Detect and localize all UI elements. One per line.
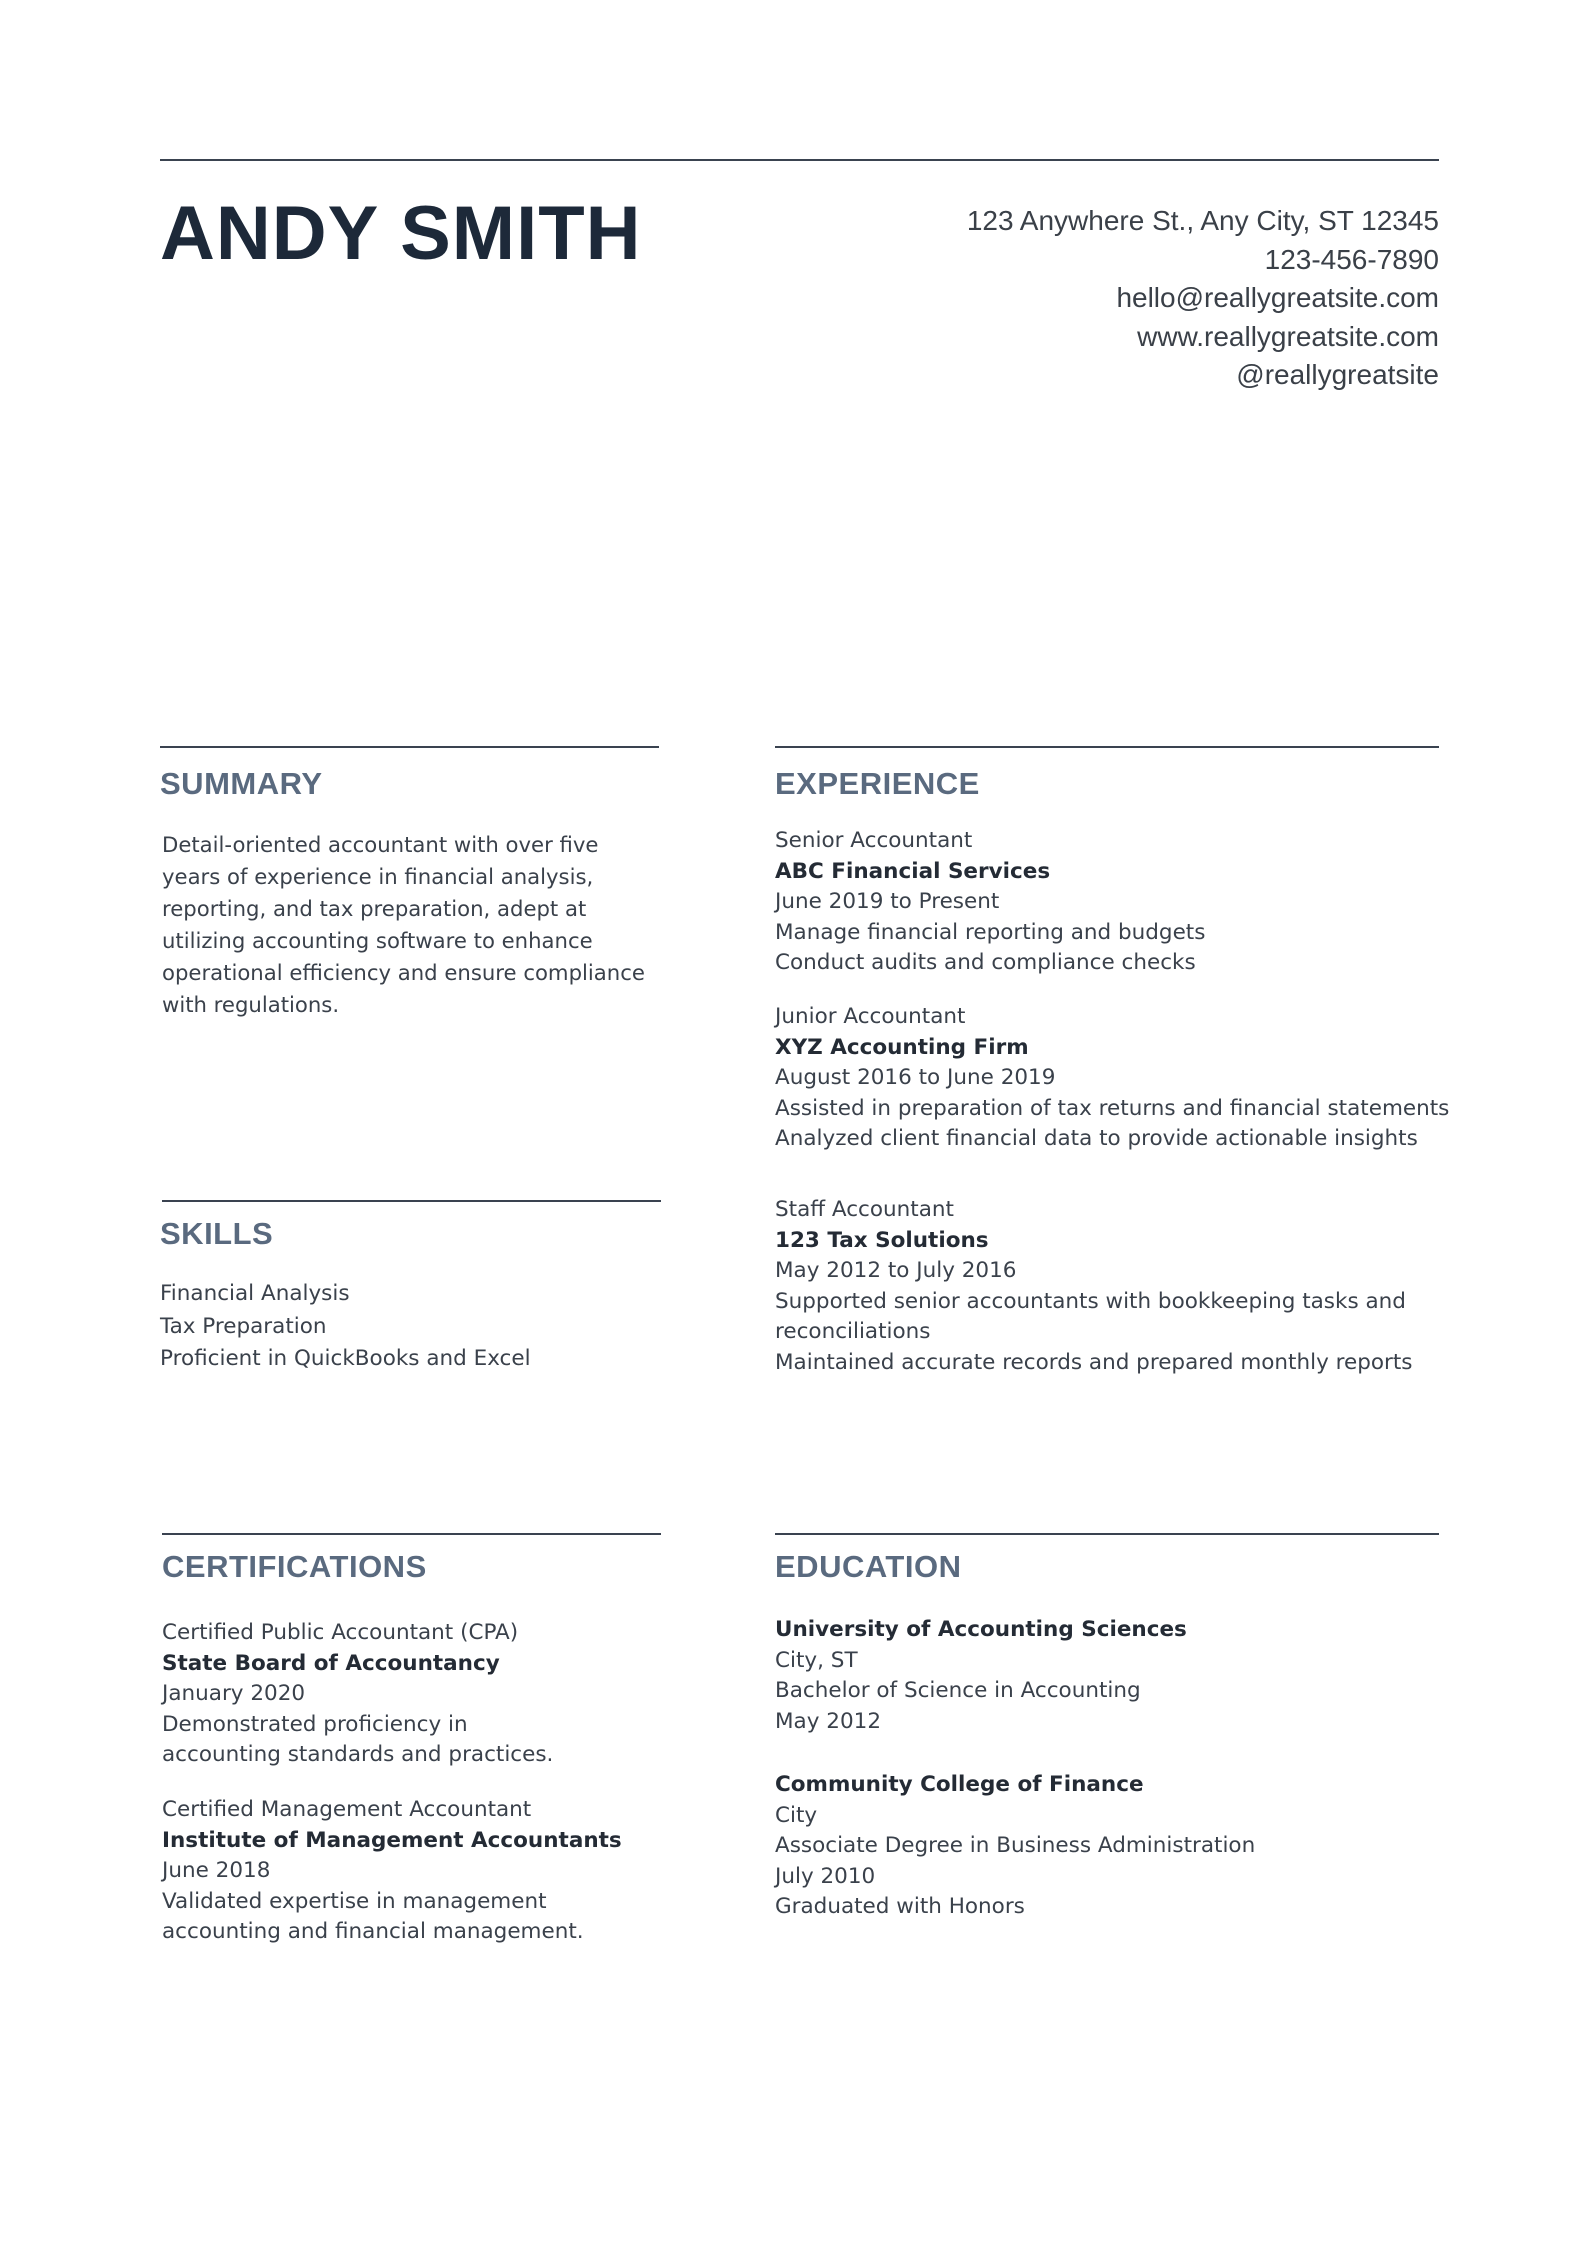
education-rule [775,1533,1439,1535]
education-note: Graduated with Honors [775,1894,1025,1919]
job-dates: August 2016 to June 2019 [775,1065,1056,1090]
job-duty: Conduct audits and compliance checks [775,950,1196,975]
education-date: July 2010 [775,1863,876,1889]
job-company: ABC Financial Services [775,858,1051,884]
contact-address: 123 Anywhere St., Any City, ST 12345 [966,205,1439,236]
contact-social: @reallygreatsite [1236,359,1439,390]
skills-rule [162,1200,661,1202]
education-school: University of Accounting Sciences [775,1617,1187,1642]
job-entry [775,1002,1449,1155]
education-entry [775,1615,1187,1737]
skills-list [160,1278,531,1376]
experience-rule [775,746,1439,748]
skill-item: Tax Preparation [160,1313,327,1339]
education-degree: Associate Degree in Business Administration [775,1833,1256,1858]
certification-issuer: State Board of Accountancy [162,1650,500,1676]
header-rule [160,159,1439,161]
skill-item: Proficient in QuickBooks and Excel [160,1346,531,1371]
certification-issuer: Institute of Management Accountants [162,1827,622,1853]
certification-title: Certified Public Accountant (CPA) [162,1620,519,1645]
job-entry [775,1195,1415,1378]
certification-description: Validated expertise in management accounting and financial management. [162,1888,584,1944]
summary-section [162,829,661,1021]
summary-rule [160,746,659,748]
certification-entry [162,1618,662,1771]
job-duty: Maintained accurate records and prepared monthly reports [775,1349,1413,1375]
job-dates: June 2019 to Present [775,889,1000,914]
education-location: City, ST [775,1647,858,1673]
job-company: 123 Tax Solutions [775,1227,989,1253]
experience-heading: EXPERIENCE [775,766,980,801]
job-duty: Manage financial reporting and budgets [775,919,1206,945]
contact-website: www.reallygreatsite.com [1137,320,1439,352]
summary-text: Detail-oriented accountant with over five years of experience in financial analysis, reporting, and tax preparation, adept at utilizing accounting software to enhance operational efficiency and ensure compliance with regulations. [162,832,645,1017]
job-duty: Supported senior accountants with bookkeeping tasks and reconciliations [775,1288,1406,1344]
job-duty: Assisted in preparation of tax returns and financial statements [775,1095,1450,1121]
certification-description: Demonstrated proficiency in accounting standards and practices. [162,1711,554,1767]
job-duty: Analyzed client financial data to provide actionable insights [775,1126,1418,1151]
certification-date: June 2018 [162,1858,271,1883]
summary-heading: SUMMARY [160,766,323,801]
certification-title: Certified Management Accountant [162,1797,532,1822]
contact-email: hello@reallygreatsite.com [1116,282,1439,313]
education-degree: Bachelor of Science in Accounting [775,1678,1141,1703]
certifications-rule [162,1533,661,1535]
job-title: Senior Accountant [775,828,973,853]
job-company: XYZ Accounting Firm [775,1034,1029,1060]
certifications-heading: CERTIFICATIONS [162,1549,427,1584]
skill-item: Financial Analysis [160,1281,350,1306]
education-date: May 2012 [775,1708,881,1734]
candidate-name: ANDY SMITH [160,191,642,276]
certification-date: January 2020 [162,1681,306,1706]
job-dates: May 2012 to July 2016 [775,1258,1017,1283]
skills-heading: SKILLS [160,1216,274,1251]
education-school: Community College of Finance [775,1772,1144,1797]
contact-phone: 123-456-7890 [1264,243,1439,275]
education-entry [775,1770,1255,1923]
education-heading: EDUCATION [775,1549,962,1584]
certification-entry [162,1795,662,1948]
education-location: City [775,1802,818,1828]
contact-block [967,202,1439,395]
job-title: Staff Accountant [775,1197,954,1222]
job-title: Junior Accountant [775,1004,966,1029]
job-entry [775,826,1205,979]
